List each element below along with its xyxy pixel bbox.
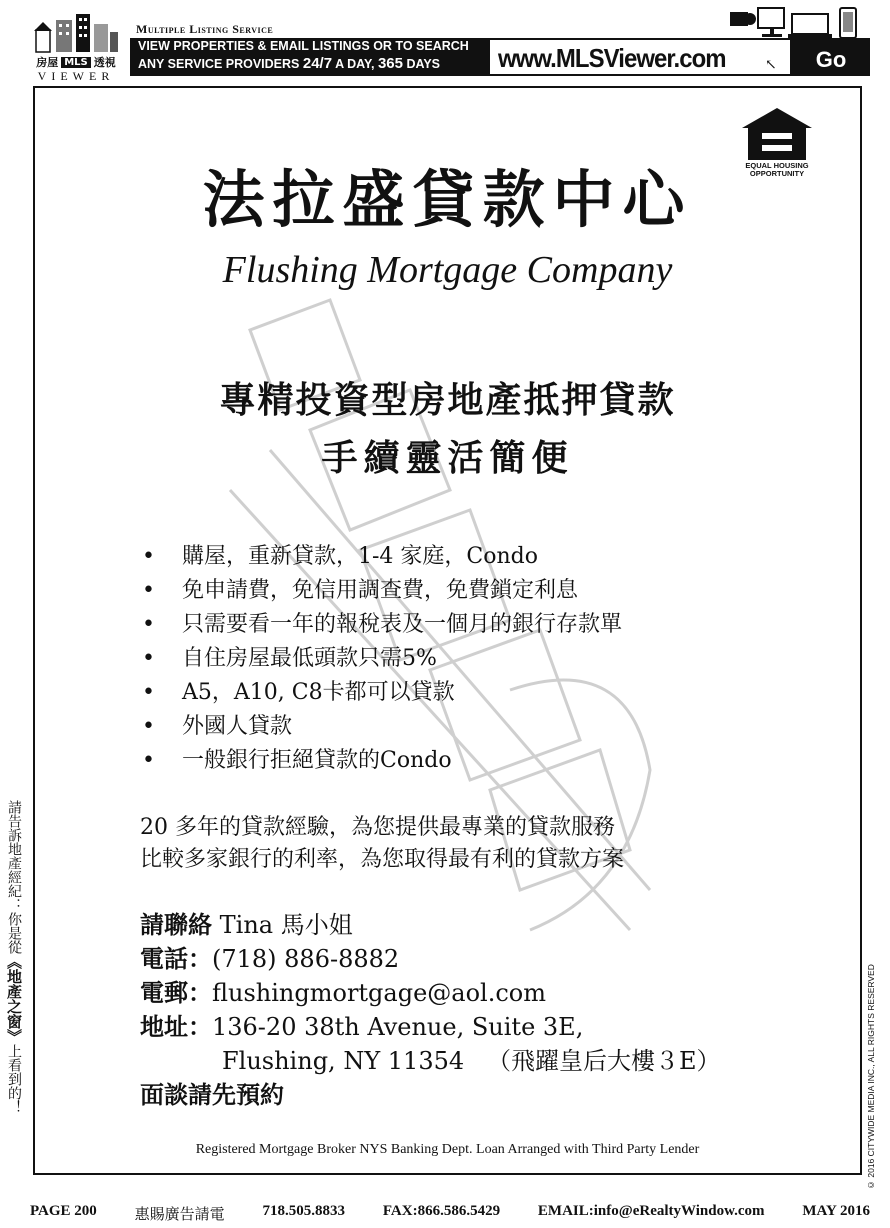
list-item: • A5，A10, C8卡都可以貸款: [142, 676, 792, 710]
logo-top-text: [30, 54, 122, 70]
list-item: • 外國人貸款: [142, 710, 792, 744]
list-item: • 只需要看一年的報稅表及一個月的銀行存款單: [142, 608, 792, 642]
header-tagline-band: [130, 38, 488, 76]
bullet-icon: •: [142, 646, 155, 671]
logo-viewer-text: VIEWER: [37, 69, 115, 83]
website-url[interactable]: www.MLSViewer.com: [498, 43, 726, 73]
ad-phone-label: 惠賜廣告請電: [134, 1205, 225, 1223]
company-title-chinese: 法拉盛貸款中心: [202, 163, 693, 236]
list-item: • 購屋，重新貸款，1-4 家庭，Condo: [142, 540, 792, 574]
bullet-icon: •: [142, 714, 155, 739]
website-url-box[interactable]: [488, 38, 792, 76]
tagline-line-1: VIEW PROPERTIES & EMAIL LISTINGS OR TO SEARCH: [138, 39, 469, 53]
contact-phone[interactable]: 電話：(718) 886-8882: [140, 944, 400, 973]
footer-fax: FAX:866.586.5429: [382, 1203, 501, 1219]
contact-address: 地址：136-20 38th Avenue, Suite 3E,: [140, 1012, 584, 1041]
service-title: Multiple Listing Service: [136, 22, 274, 36]
experience-text: [140, 812, 624, 876]
page-footer: [30, 1203, 870, 1224]
cursor-arrow-icon: ↖: [765, 57, 777, 73]
logo-right-word: 透視: [93, 56, 116, 69]
logo-mls-badge: MLS: [61, 57, 91, 68]
contact-address-line2: Flushing, NY 11354 （飛躍皇后大樓３E）: [222, 1047, 721, 1075]
contact-email[interactable]: 電郵：flushingmortgage@aol.com: [140, 978, 547, 1007]
list-item: • 自住房屋最低頭款只需5%: [142, 642, 792, 676]
headline-flexible: 手續靈活簡便: [321, 437, 574, 479]
appointment-note: 面談請先預約: [140, 1080, 284, 1109]
experience-line-2: 比較多家銀行的利率，為您取得最有利的貸款方案: [140, 847, 625, 872]
page-number: PAGE 200: [30, 1203, 97, 1219]
footer-phone[interactable]: 718.505.8833: [262, 1203, 346, 1219]
bullet-icon: •: [142, 748, 155, 773]
bullet-icon: •: [142, 680, 155, 705]
copyright-notice: © 2016 CITYWIDE MEDIA INC., ALL RIGHTS RESERVED: [866, 964, 876, 1190]
equal-housing-text: EQUAL HOUSING OPPORTUNITY: [745, 161, 809, 178]
company-title-english: Flushing Mortgage Company: [222, 249, 673, 291]
contact-person: 請聯絡 Tina 馬小姐: [140, 910, 353, 939]
list-item: • 免申請費，免信用調查費，免費鎖定利息: [142, 574, 792, 608]
buildings-icon: [32, 10, 120, 54]
mls-viewer-logo: [30, 6, 122, 83]
bullet-icon: •: [142, 612, 155, 637]
experience-line-1: 20 多年的貸款經驗，為您提供最專業的貸款服務: [140, 815, 615, 840]
go-button[interactable]: Go: [792, 38, 870, 76]
contact-block: [140, 908, 721, 1112]
footer-email[interactable]: EMAIL:info@eRealtyWindow.com: [537, 1203, 765, 1219]
devices-icon: [728, 6, 870, 40]
issue-date: MAY 2016: [802, 1203, 870, 1219]
side-note: 請告訴地產經紀：你是從《地產之窗》上看到的！: [5, 800, 23, 1114]
tagline-line-2: ANY SERVICE PROVIDERS 24/7 A DAY, 365 DAYS: [138, 55, 441, 72]
bullet-icon: •: [142, 578, 155, 603]
logo-left-word: 房屋: [36, 56, 59, 69]
service-bullet-list: [142, 540, 792, 778]
headline-specialty: 專精投資型房地產抵押貸款: [219, 379, 676, 421]
broker-disclaimer: Registered Mortgage Broker NYS Banking Dept. Loan Arranged with Third Party Lender: [195, 1142, 700, 1157]
bullet-icon: •: [142, 544, 155, 569]
list-item: • 一般銀行拒絕貸款的Condo: [142, 744, 792, 778]
